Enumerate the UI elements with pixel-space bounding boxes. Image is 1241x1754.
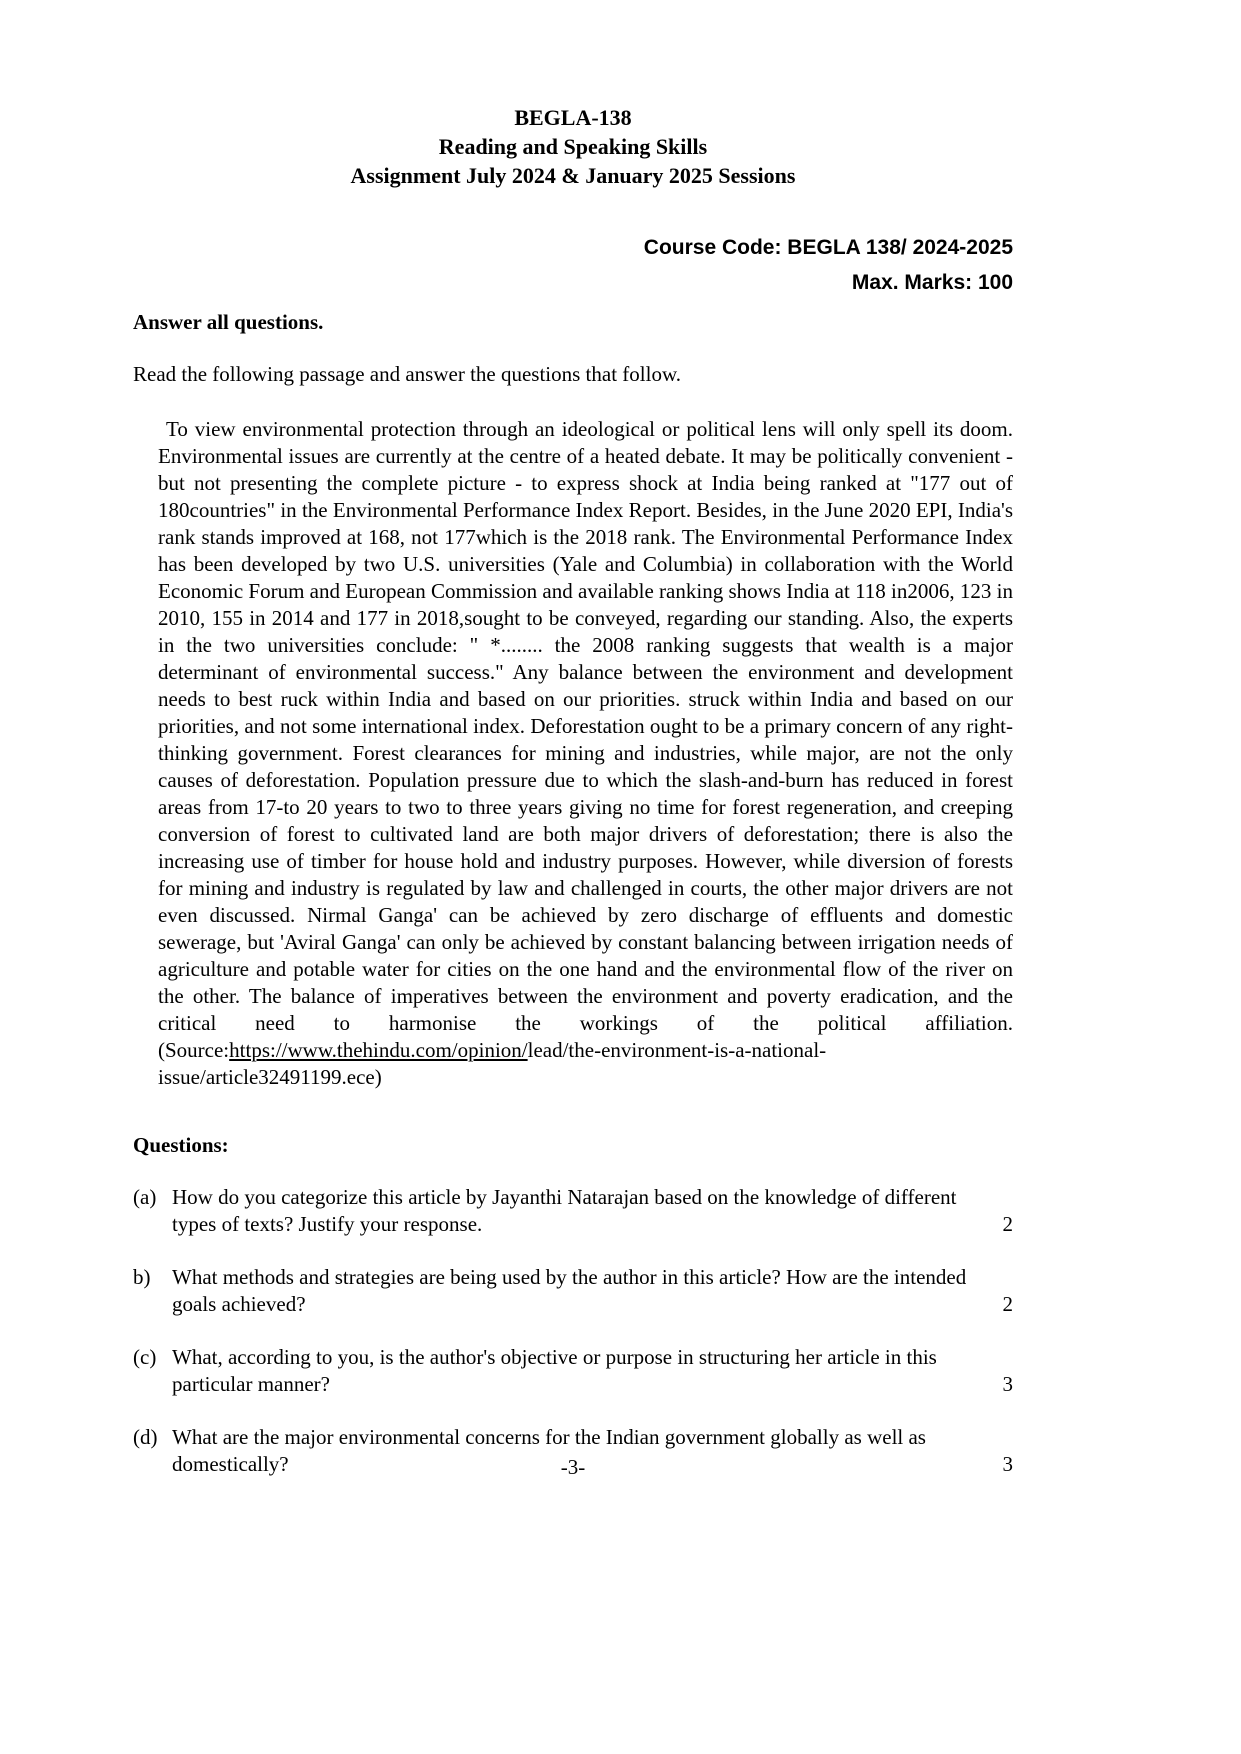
question-item-a (133, 1184, 1013, 1238)
answer-all-instruction: Answer all questions. (133, 310, 324, 334)
title-line-session: Assignment July 2024 & January 2025 Sessions (350, 163, 796, 188)
question-label: (d) (133, 1425, 158, 1449)
question-marks: 3 (1002, 1372, 1013, 1396)
max-marks: Max. Marks: 100 (851, 271, 1013, 294)
question-marks: 2 (1002, 1292, 1013, 1316)
questions-heading: Questions: (133, 1133, 229, 1157)
passage-text: To view environmental protection through an ideological or political lens will only spell its doom. Environmental issues are currently at the centre of a heated debate. It may be politically convenient - but not presenting the complete picture - to express shock at India being ranked at "177 out of 180countries" in the Environmental Performance Index Report. Besides, in the June 2020 EPI, India's rank stands improved at 168, not 177which is the 2018 rank. The Environmental Performance Index has been developed by two U.S. universities (Yale and Columbia) in collaboration with the World Economic Forum and European Commission and available ranking shows India at 118 in2006, 123 in 2010, 155 in 2014 and 177 in 2018,sought to be conveyed, regarding our standing. Also, the experts in the two universities conclude: " *........ the 2008 ranking suggests that wealth is a major determinant of environmental success." Any balance between the environment and development needs to best ruck within India and based on our priorities. struck within India and based on our priorities, and not some international index. Deforestation ought to be a primary concern of any right-thinking government. Forest clearances for mining and industries, while major, are not the only causes of deforestation. Population pressure due to which the slash-and-burn has reduced in forest areas from 17-to 20 years to two to three years giving no time for forest regeneration, and creeping conversion of forest to cultivated land are both major drivers of deforestation; there is also the increasing use of timber for house hold and industry purposes. However, while diversion of forests for mining and industry is regulated by law and challenged in courts, the other major drivers are not even discussed. Nirmal Ganga' can be achieved by zero discharge of effluents and domestic sewerage, but 'Aviral Ganga' can only be achieved by constant balancing between irrigation needs of agriculture and potable water for cities on the one hand and the environmental flow of the river on the other. The balance of imperatives between the environment and poverty eradication, and the critical need to harmonise the workings of the political affiliation. (Source: (158, 417, 1013, 1062)
question-item-b (133, 1264, 1013, 1318)
question-text: What methods and strategies are being used by the author in this article? How are the intended goals achieved? (172, 1265, 967, 1316)
page-number-footer: -3- (560, 1455, 586, 1479)
question-text: What, according to you, is the author's objective or purpose in structuring her article in this particular manner? (172, 1345, 937, 1396)
question-text: What are the major environmental concerns for the Indian government globally as well as domestically? (172, 1425, 926, 1476)
course-info (133, 230, 1013, 300)
passage (158, 416, 1013, 1091)
source-link[interactable]: https://www.thehindu.com/opinion/ (229, 1038, 528, 1062)
course-code: Course Code: BEGLA 138/ 2024-2025 (643, 236, 1013, 259)
question-label: (a) (133, 1185, 157, 1209)
passage-text-after-link: lead/the-environment-is-a-national-issue/article32491199.ece) (158, 1038, 827, 1089)
question-label: (c) (133, 1345, 157, 1369)
question-marks: 2 (1002, 1212, 1013, 1236)
question-item-c (133, 1344, 1013, 1398)
title-line-course-code: BEGLA-138 (514, 105, 632, 130)
question-label: b) (133, 1265, 151, 1289)
question-marks: 3 (1002, 1452, 1013, 1476)
read-passage-instruction: Read the following passage and answer the questions that follow. (133, 362, 682, 386)
title-line-course-name: Reading and Speaking Skills (438, 134, 708, 159)
question-text: How do you categorize this article by Jayanthi Natarajan based on the knowledge of different types of texts? Justify your response. (172, 1185, 957, 1236)
document-title (133, 103, 1013, 190)
